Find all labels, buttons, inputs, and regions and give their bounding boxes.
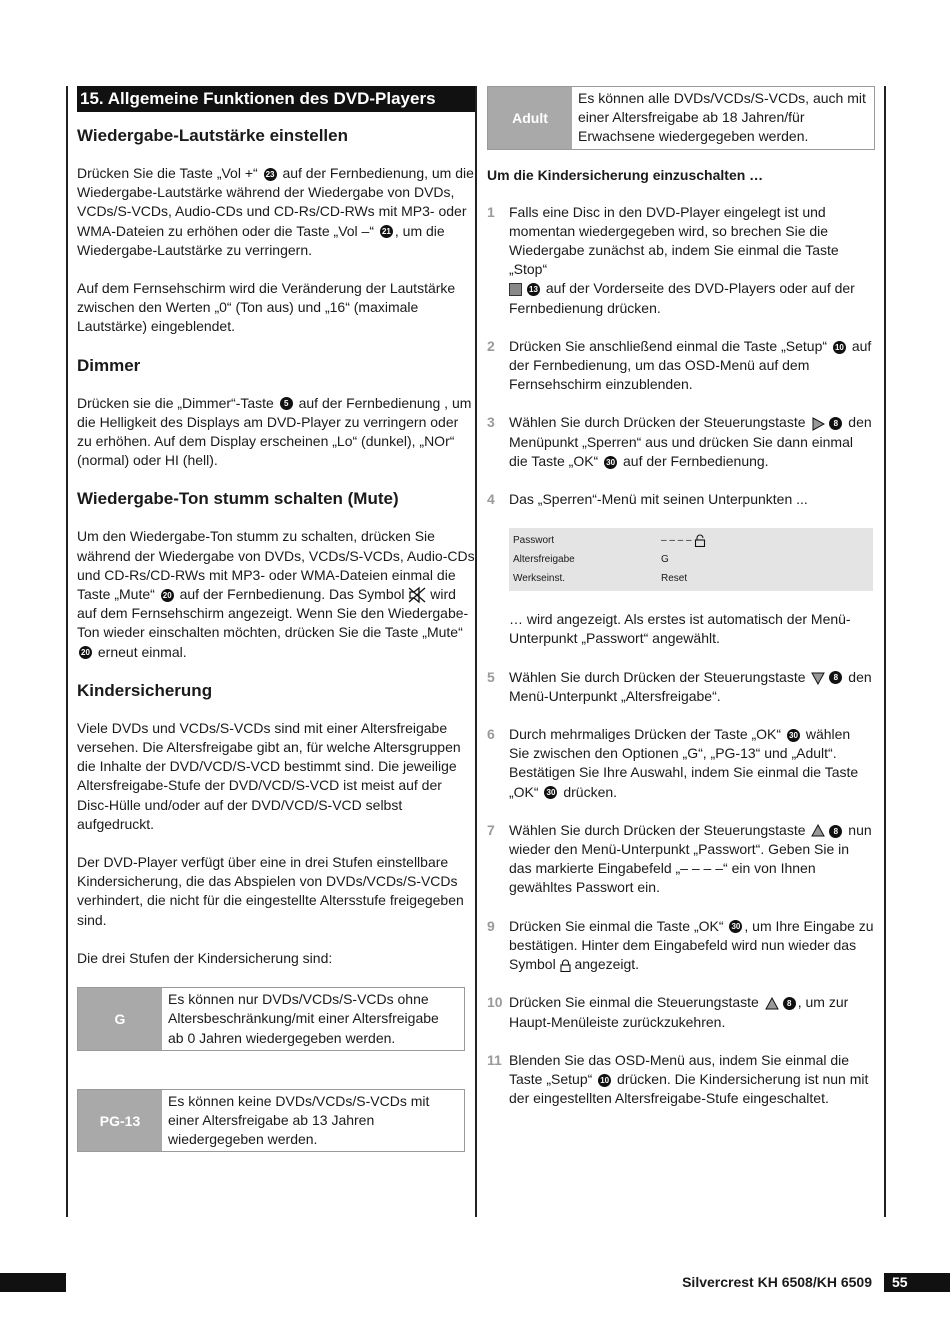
level-label: G <box>78 988 162 1050</box>
paragraph-mute: Um den Wiedergabe-Ton stumm zu schalten, drücken Sie während der Wiedergabe von DVDs, VCDs/S-VCDs, Audio-CDs und CD-Rs/CD-RWs mit MP3- oder WMA-Dateien einmal die Taste „Mute“ 20 auf der Fernbedienung. Das Symbol wird auf dem Fernsehschirm angezeigt. Wenn Sie den Wiedergabe-Ton wieder einschalten möchten, drücken Sie die Taste „Mute“ 20 erneut einmal. <box>77 528 475 660</box>
button-number-icon: 20 <box>79 646 92 659</box>
paragraph-child-2: Der DVD-Player verfügt über eine in drei Stufen einstellbare Kindersicherung, die das Abspielen von DVDs/VCDs/S-VCDs verhindert, die nicht für die eingestellte Altersstufe freigegeben sind. <box>77 854 464 928</box>
level-label: Adult <box>488 87 572 149</box>
section-title: 15. Allgemeine Funktionen des DVD-Players <box>77 86 475 112</box>
mute-speaker-icon <box>408 587 426 603</box>
step-3: 3 Wählen Sie durch Drücken der Steuerungstaste 8 den Menüpunkt „Sperren“ aus und drücken Sie dann einmal die Taste „OK“ 30 auf der Fernbedienung. <box>487 414 872 469</box>
heading-dimmer: Dimmer <box>77 355 141 375</box>
step-1: 1 Falls eine Disc in den DVD-Player eingelegt ist und momentan wiedergegeben wird, so brechen Sie die Wiedergabe zunächst ab, indem Sie einmal die Taste „Stop“ 13 auf der Vorderseite des DVD-Players oder auf der Fernbedienung drücken. <box>487 203 855 316</box>
button-number-icon: 21 <box>380 225 393 238</box>
heading-mute: Wiedergabe-Ton stumm schalten (Mute) <box>77 489 399 509</box>
level-label: PG-13 <box>78 1090 162 1152</box>
button-number-icon: 30 <box>787 729 800 742</box>
column-rule-middle <box>475 86 477 1217</box>
level-table-adult <box>487 86 875 150</box>
lock-open-icon <box>694 534 706 547</box>
step-11: 11 Blenden Sie das OSD-Menü aus, indem Sie einmal die Taste „Setup“ 10 drücken. Die Kindersicherung ist nun mit der eingestellten Altersfreigabe-Stufe eingeschaltet. <box>487 1051 869 1107</box>
step-9: 9 Drücken Sie einmal die Taste „OK“ 30 , um Ihre Eingabe zu bestätigen. Hinter dem Eingabefeld wird nun wieder das Symbol angezeigt. <box>487 917 874 973</box>
button-number-icon: 5 <box>280 397 293 410</box>
arrow-up-icon <box>811 824 825 838</box>
button-number-icon: 30 <box>544 786 557 799</box>
heading-volume: Wiedergabe-Lautstärke einstellen <box>77 126 348 145</box>
arrow-right-icon <box>811 417 825 431</box>
button-number-icon: 8 <box>829 671 842 684</box>
step-6: 6 Durch mehrmaliges Drücken der Taste „OK“ 30 wählen Sie zwischen den Optionen „G“, „PG-13“ und „Adult“. Bestätigen Sie Ihre Auswahl, indem Sie einmal die Taste „OK“ 30 drücken. <box>487 726 859 800</box>
level-description: Es können keine DVDs/VCDs/S-VCDs mit einer Altersfreigabe ab 13 Jahren wiedergegeben werden. <box>168 1092 430 1148</box>
button-number-icon: 23 <box>264 168 277 181</box>
step-10: 10 Drücken Sie einmal die Steuerungstaste 8 , um zur Haupt-Menüleiste zurückzukehren. <box>487 994 849 1030</box>
paragraph-child-3: Die drei Stufen der Kindersicherung sind: <box>77 949 333 966</box>
button-number-icon: 10 <box>833 341 846 354</box>
heading-child-lock: Kindersicherung <box>77 680 213 700</box>
column-rule-right <box>884 86 886 1217</box>
level-description: Es können alle DVDs/VCDs/S-VCDs, auch mit einer Altersfreigabe ab 18 Jahren/für Erwachsene wiedergegeben werden. <box>578 90 866 145</box>
osd-lock-menu <box>509 528 873 591</box>
level-table-pg13 <box>77 1089 465 1153</box>
paragraph-volume-1: Drücken Sie die Taste „Vol +“ 23 auf der Fernbedienung, um die Wiedergabe-Lautstärke während der Wiedergabe von DVDs, VCDs/S-VCDs, Audio-CDs und CD-Rs/CD-RWs mit MP3- oder WMA-Dateien zu erhöhen oder die Taste „Vol –“ 21 , um die Wiedergabe-Lautstärke zu verringern. <box>77 165 474 258</box>
button-number-icon: 30 <box>729 920 742 933</box>
paragraph-dimmer: Drücken sie die „Dimmer“-Taste 5 auf der Fernbedienung , um die Helligkeit des Displays am DVD-Player zu verringern oder zu erhöhen. Auf dem Display erscheinen „Lo“ (dunkel), „NOr“ (normal) oder HI (hell). <box>77 394 472 469</box>
button-number-icon: 8 <box>829 417 842 430</box>
button-number-icon: 8 <box>829 825 842 838</box>
button-number-icon: 8 <box>783 997 796 1010</box>
level-table-g <box>77 987 465 1051</box>
lock-closed-icon <box>560 959 571 972</box>
button-number-icon: 20 <box>161 589 174 602</box>
step-4: 4 Das „Sperren“-Menü mit seinen Unterpunkten ... <box>487 491 808 508</box>
menu-row-password: Passwort – – – – <box>509 531 873 550</box>
page-number: 55 <box>884 1273 950 1292</box>
step-7: 7 Wählen Sie durch Drücken der Steuerungstaste 8 nun wieder den Menü-Unterpunkt „Passwort“. Geben Sie in das markierte Eingabefeld „– – – –“ ein von Ihnen gewähltes Passwort ein. <box>487 821 872 896</box>
stop-square-icon <box>509 283 522 296</box>
menu-row-age-rating: Altersfreigabe G <box>513 554 669 566</box>
paragraph-child-1: Viele DVDs und VCDs/S-VCDs sind mit einer Altersfreigabe versehen. Die Altersfreigabe gibt an, für welche Altersgruppen die Inhalte der DVD/VCD/S-VCD bestimmt sind. Die jeweilige Altersfreigabe-Stufe der DVD/VCD/S-VCD ist meist auf der Disc-Hülle und/oder auf der DVD/VCD/S-VCD selbst aufgedruckt. <box>77 719 461 832</box>
button-number-icon: 13 <box>527 283 540 296</box>
button-number-icon: 30 <box>604 456 617 469</box>
step-5: 5 Wählen Sie durch Drücken der Steuerungstaste 8 den Menü-Unterpunkt „Altersfreigabe“. <box>487 668 872 704</box>
instructions-heading: Um die Kindersicherung einzuschalten … <box>487 166 764 183</box>
level-description: Es können nur DVDs/VCDs/S-VCDs ohne Altersbeschränkung/mit einer Altersfreigabe ab 0 Jahren wiedergegeben werden. <box>168 991 439 1046</box>
step-2: 2 Drücken Sie anschließend einmal die Taste „Setup“ 10 auf der Fernbedienung, um das OSD-Menü auf dem Fernsehschirm einzublenden. <box>487 337 872 393</box>
button-number-icon: 10 <box>598 1074 611 1087</box>
arrow-down-icon <box>811 671 825 685</box>
column-rule-left <box>66 86 68 1217</box>
arrow-up-icon <box>765 997 779 1011</box>
left-column <box>77 86 475 1171</box>
right-column <box>487 86 874 1127</box>
footer-title: Silvercrest KH 6508/KH 6509 <box>682 1274 872 1290</box>
footer-bar <box>0 1273 66 1292</box>
paragraph-volume-2: Auf dem Fernsehschirm wird die Veränderung der Lautstärke zwischen den Werten „0“ (Ton aus) und „16“ (maximale Lautstärke) eingeblendet. <box>77 280 456 335</box>
menu-row-factory-reset: Werkseinst. Reset <box>513 573 688 585</box>
step-4-continued: … wird angezeigt. Als erstes ist automatisch der Menü-Unterpunkt „Passwort“ angewählt. <box>509 611 851 647</box>
